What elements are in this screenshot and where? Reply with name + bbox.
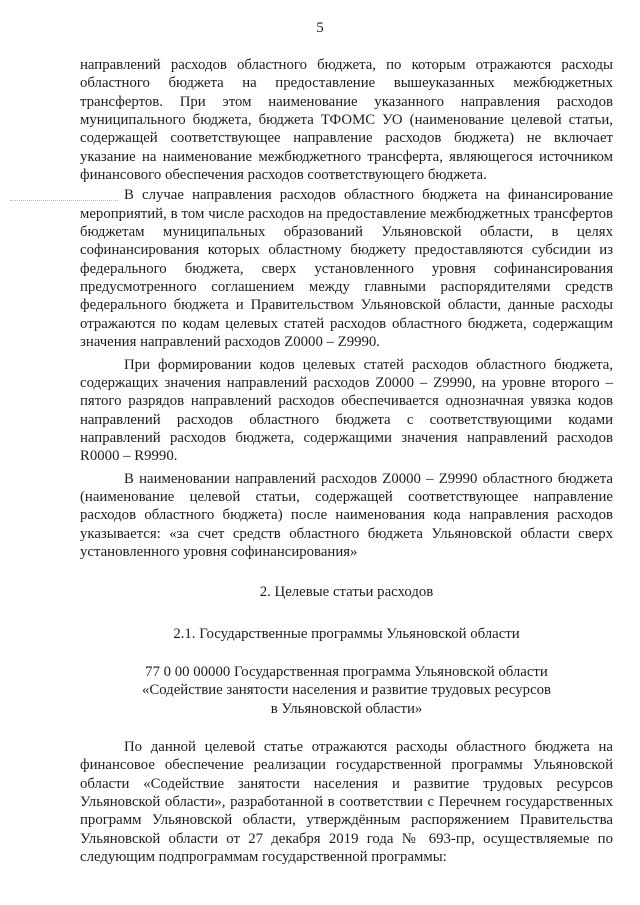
paragraph-direction-naming: В наименовании направлений расходов Z0000 – Z9990 областного бюджета (наименование целевой статьи, содержащей соответствующее направление расходов областного бюджета) после наименования кода направления расходов указывается: «за счет средств областного бюджета Ульяновской области сверх установленного уровня софинансирования» — [80, 470, 613, 560]
program-heading: 77 0 00 00000 Государственная программа Ульяновской области «Содействие занятости населения и развитие трудовых ресурсов в Ульяновской области» — [141, 663, 552, 717]
subsection-heading: 2.1. Государственные программы Ульяновской области — [173, 625, 520, 642]
paragraph-z-directions: В случае направления расходов областного бюджета на финансирование мероприятий, в том числе расходов на предоставление межбюджетных трансфертов бюджетам муниципальных образований Ульяновской области, в целях софинансирования которых областному бюджету предоставляются субсидии из федерального бюджета, сверх установленного уровня софинансирования предусмотренного соглашением между главными распорядителями средств федерального бюджета и Правительством Ульяновской области, данные расходы отражаются по кодам целевых статей расходов областного бюджета, содержащим значения направлений расходов Z0000 – Z9990. — [80, 187, 613, 351]
section-heading: 2. Целевые статьи расходов — [259, 584, 434, 601]
paragraph-continuation: направлений расходов областного бюджета, по которым отражаются расходы областного бюджета на предоставление вышеуказанных межбюджетных трансфертов. При этом наименование указанного направления расходов муниципального бюджета, бюджета ТФОМС УО (наименование целевой статьи, содержащей соответствующее направление расходов бюджета) не включает указание на наименование межбюджетного трансферта, являющегося источником финансового обеспечения расходов соответствующего бюджета. — [80, 57, 613, 184]
paragraph-code-formation: При формировании кодов целевых статей расходов областного бюджета, содержащих значения направлений расходов Z0000 – Z9990, на уровне второго – пятого разрядов направлений расходов обеспечивается однозначная увязка кодов направлений расходов областного бюджета с соответствующими кодами направлений расходов бюджета, содержащими значения направлений расходов R0000 – R9990. — [80, 356, 613, 465]
program-paragraph: По данной целевой статье отражаются расходы областного бюджета на финансовое обеспечение реализации государственной программы Ульяновской области «Содействие занятости населения и развитие трудовых ресурсов Ульяновской области», разработанной в соответствии с Перечнем государственных программ Ульяновской области, утверждённым распоряжением Правительства Ульяновской области от 27 декабря 2019 года № 693-пр, осуществляемые по следующим подпрограммам государственной программы: — [80, 739, 613, 866]
document-body — [80, 56, 613, 866]
page-number: 5 — [316, 20, 324, 36]
